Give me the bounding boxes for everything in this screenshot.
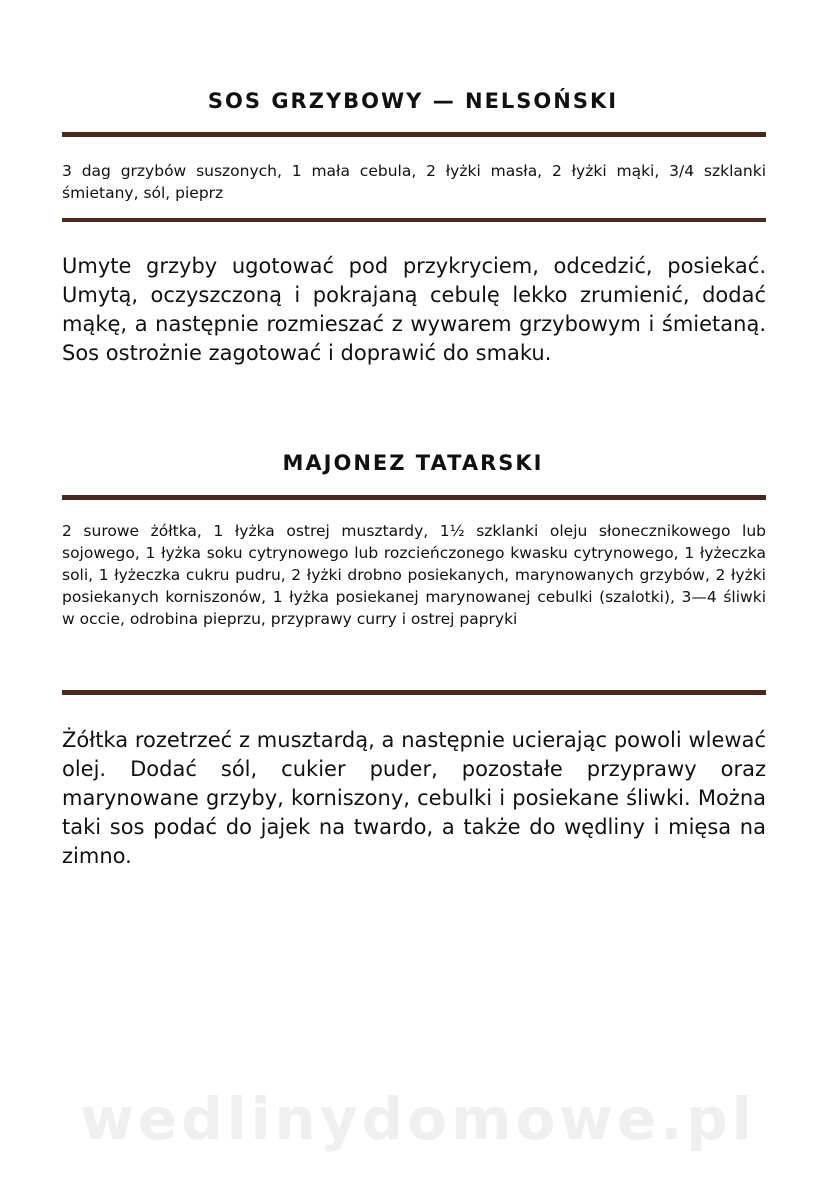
recipe-2-title: MAJONEZ TATARSKI xyxy=(282,451,544,475)
recipe-1-method: Umyte grzyby ugotować pod przykryciem, odcedzić, posiekać. Umytą, oczyszczoną i pokrajaną cebulę lekko zrumienić, dodać mąkę, a następnie rozmieszać z wywarem grzybowym i śmietaną. Sos ostrożnie zagotować i doprawić do smaku. xyxy=(62,254,766,365)
recipe-1-bottom-rule xyxy=(62,218,766,222)
recipe-2-bottom-rule xyxy=(62,690,766,695)
recipe-2-ingredients: 2 surowe żółtka, 1 łyżka ostrej musztardy, 1½ szklanki oleju słonecznikowego lub sojowego, 1 łyżka soku cytrynowego lub rozcieńczonego kwasku cytrynowego, 1 łyżeczka soli, 1 łyżeczka cukru pudru, 2 łyżki drobno posiekanych, marynowanych grzybów, 2 łyżki posiekanych korniszonów, 1 łyżka posiekanej marynowanej cebulki (szalotki), 3—4 śliwki w occie, odrobina pieprzu, przyprawy curry i ostrej papryki xyxy=(62,522,766,628)
watermark: wedlinydomowe.pl xyxy=(80,1085,756,1153)
recipe-1-title: SOS GRZYBOWY — NELSOŃSKI xyxy=(207,89,619,113)
recipe-2-method: Żółtka rozetrzeć z musztardą, a następnie ucierając powoli wlewać olej. Dodać sól, cukier puder, pozostałe przyprawy oraz marynowane grzyby, korniszony, cebulki i posiekane śliwki. Można taki sos podać do jajek na twardo, a także do wędliny i mięsa na zimno. xyxy=(62,728,766,868)
recipe-1-ingredients: 3 dag grzybów suszonych, 1 mała cebula, 2 łyżki masła, 2 łyżki mąki, 3/4 szklanki śmietany, sól, pieprz xyxy=(62,162,766,202)
recipe-2-top-rule xyxy=(62,495,766,500)
recipe-1-top-rule xyxy=(62,132,766,137)
